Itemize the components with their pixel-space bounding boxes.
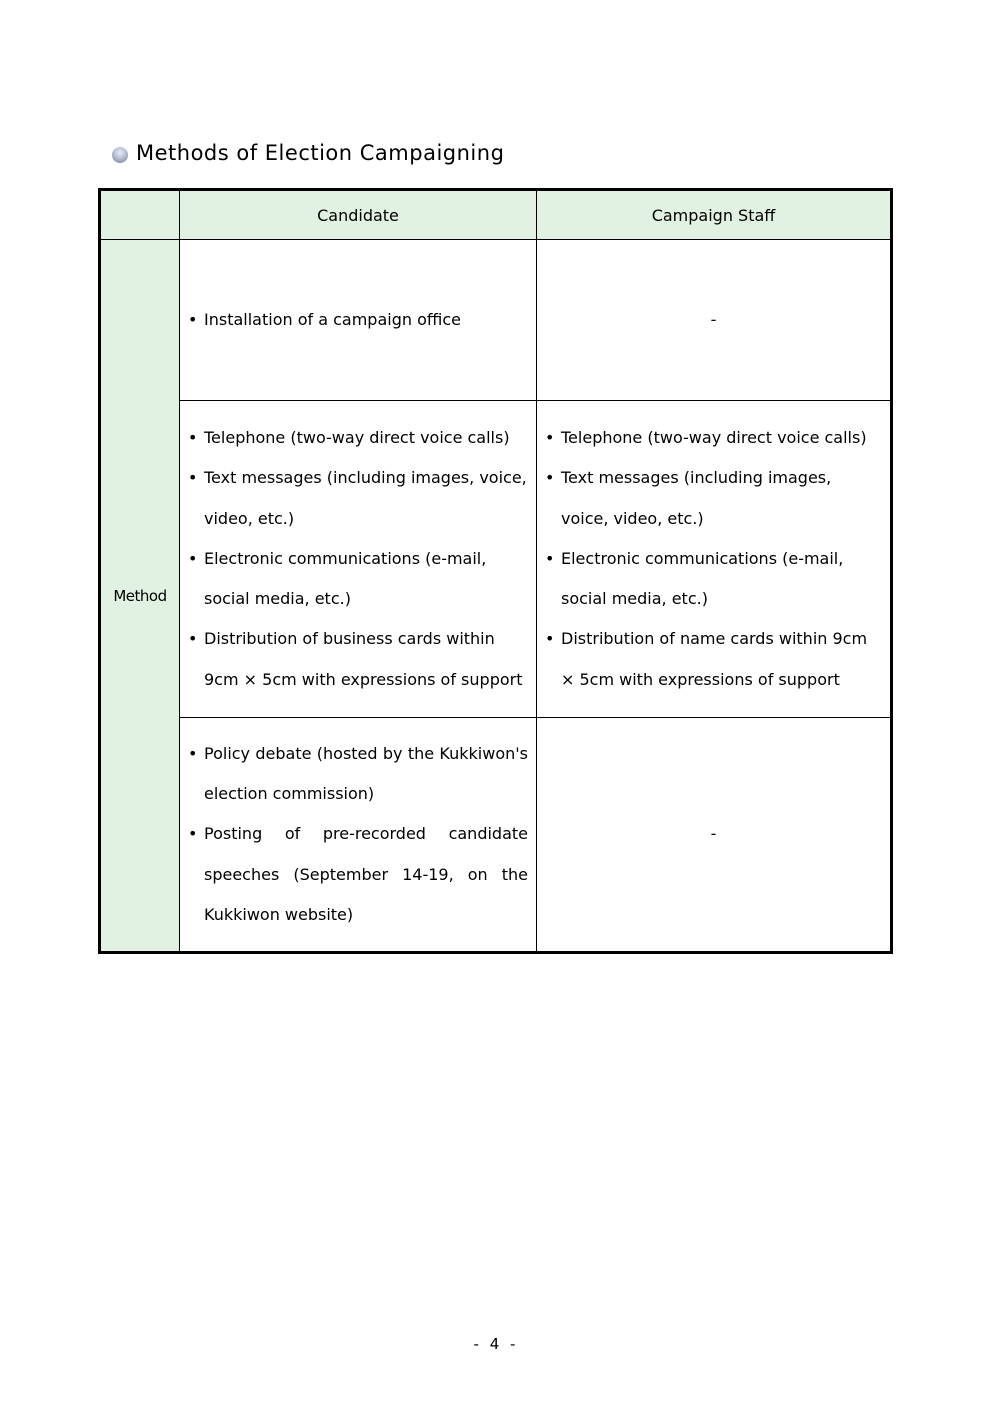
header-blank (100, 190, 180, 240)
list-item: • Installation of a campaign office (188, 300, 528, 340)
list-item: • Telephone (two-way direct voice calls) (188, 418, 528, 458)
section-title-text: Methods of Election Campaigning (136, 141, 505, 165)
row-label-method: Method (100, 240, 180, 953)
table-row (100, 401, 892, 718)
section-title (112, 141, 504, 165)
staff-cell: - (537, 718, 892, 953)
list-item: • Posting of pre-recorded candidate speeches (September 14-19, on the Kukkiwon website) (188, 814, 528, 935)
list-item: • Electronic communications (e-mail, social media, etc.) (188, 539, 528, 620)
table-row (100, 718, 892, 953)
table-header-row (100, 190, 892, 240)
staff-cell: - (537, 240, 892, 401)
list-item: • Telephone (two-way direct voice calls) (545, 418, 882, 458)
table-row (100, 240, 892, 401)
staff-cell (537, 401, 892, 718)
header-campaign-staff: Campaign Staff (537, 190, 892, 240)
bullet-sphere-icon (112, 147, 128, 163)
list-item: • Policy debate (hosted by the Kukkiwon's election commission) (188, 734, 528, 815)
candidate-cell (180, 401, 537, 718)
list-item: • Distribution of business cards within 9cm × 5cm with expressions of support (188, 619, 528, 700)
list-item: • Text messages (including images, voice, video, etc.) (545, 458, 882, 539)
campaign-methods-table (98, 188, 893, 954)
candidate-cell (180, 718, 537, 953)
list-item: • Text messages (including images, voice, video, etc.) (188, 458, 528, 539)
page-number: - 4 - (473, 1335, 519, 1353)
list-item: • Distribution of name cards within 9cm × 5cm with expressions of support (545, 619, 882, 700)
header-candidate: Candidate (180, 190, 537, 240)
candidate-cell (180, 240, 537, 401)
list-item: • Electronic communications (e-mail, social media, etc.) (545, 539, 882, 620)
